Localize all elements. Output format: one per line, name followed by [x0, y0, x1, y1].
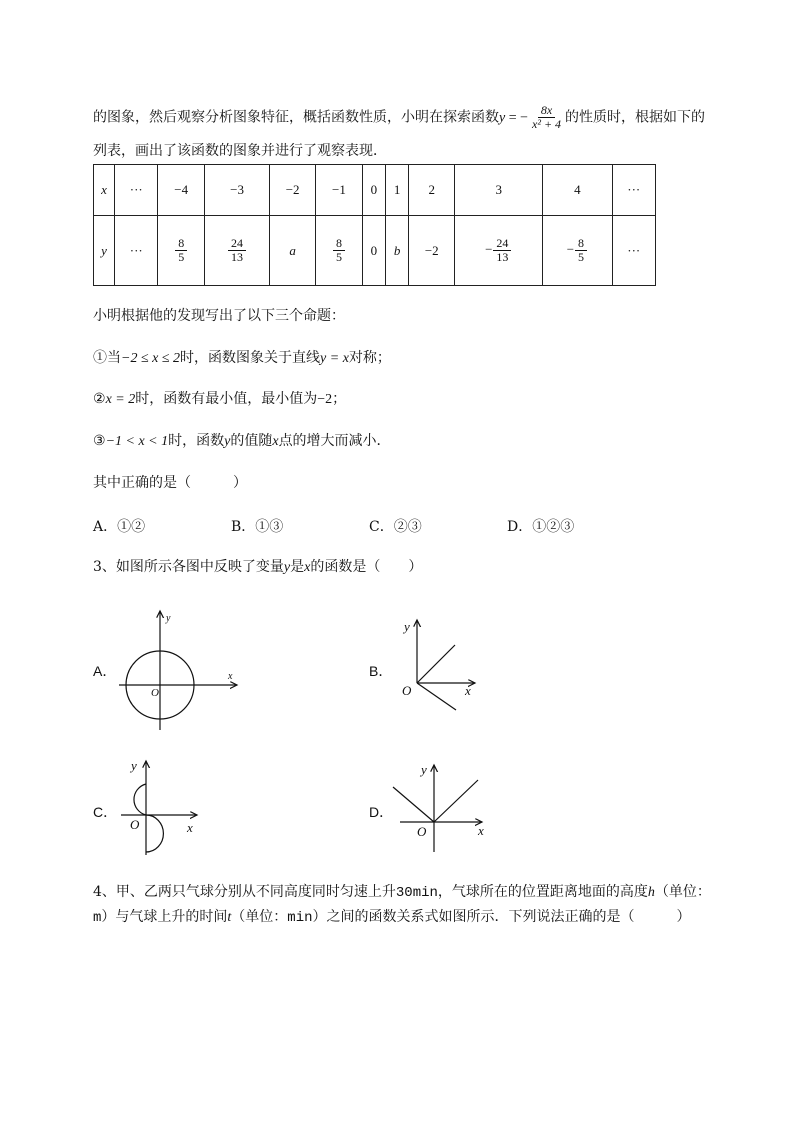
y-axis-label: y — [404, 619, 410, 634]
table-cell-x: 3 — [455, 165, 543, 216]
table-row-x — [94, 165, 656, 216]
statement-3: ③−1 < x < 1时，函数y的值随x点的增大而减小． — [93, 433, 391, 449]
table-cell-x: −1 — [316, 165, 363, 216]
lower-ray — [417, 683, 456, 710]
table-cell-y: $\frac{24}{13}$ — [204, 216, 269, 286]
option-c[interactable]: C．②③ — [369, 519, 422, 535]
table-cell-y: − $\frac{24}{13}$ — [455, 216, 543, 286]
table-ellipsis: ··· — [115, 165, 158, 216]
table-cell-y: 0 — [362, 216, 385, 286]
table-cell-y: − $\frac{8}{5}$ — [543, 216, 612, 286]
table-ellipsis: ··· — [115, 216, 158, 286]
table-cell-x: 2 — [409, 165, 455, 216]
right-ray — [434, 780, 478, 822]
figure-b-graph — [395, 615, 485, 715]
table-ellipsis: ··· — [612, 165, 655, 216]
left-ray — [393, 787, 434, 822]
table-cell-x: 4 — [543, 165, 612, 216]
intro-line-2: 列表，画出了该函数的图象并进行了观察表现． — [93, 143, 387, 159]
question-4-line-1: 4、甲、乙两只气球分别从不同高度同时匀速上升30min，气球所在的位置距离地面的高度h（单位： — [93, 884, 711, 901]
func-denominator: x² + 4 — [532, 117, 562, 131]
figure-a-graph — [115, 605, 245, 735]
origin-label: O — [417, 824, 427, 839]
x-axis-label: x — [228, 671, 233, 682]
y-axis-label: y — [131, 758, 137, 773]
figure-label-c[interactable]: C． — [93, 804, 118, 820]
statement-1: ①当−2 ≤ x ≤ 2时，函数图象关于直线y = x对称； — [93, 350, 391, 366]
option-b[interactable]: B．①③ — [231, 519, 284, 535]
statement-2: ②x = 2时，函数有最小值，最小值为−2； — [93, 391, 347, 407]
table-header-x: x — [94, 165, 115, 216]
table-ellipsis: ··· — [612, 216, 655, 286]
figure-label-b[interactable]: B． — [369, 663, 393, 679]
table-cell-y: b — [385, 216, 408, 286]
question-4-line-2: m）与气球上升的时间t（单位：min）之间的函数关系式如图所示．下列说法正确的是（ ） — [93, 909, 691, 926]
y-axis-label: y — [166, 613, 171, 624]
y-axis-label: y — [421, 762, 427, 777]
table-cell-x: −2 — [270, 165, 316, 216]
func-numerator: 8x — [538, 104, 555, 118]
table-cell-y: −2 — [409, 216, 455, 286]
figure-label-a[interactable]: A． — [93, 663, 117, 679]
intro-text-after: 的性质时，根据如下的 — [565, 109, 706, 126]
option-d[interactable]: D．①②③ — [507, 519, 575, 535]
upper-ray — [417, 645, 455, 683]
x-axis-label: x — [478, 823, 484, 838]
x-axis-label: x — [187, 820, 193, 835]
table-cell-x: −4 — [158, 165, 205, 216]
intro-text-before: 的图象，然后观察分析图象特征，概括函数性质，小明在探索函数 — [93, 109, 499, 126]
statements-lead: 小明根据他的发现写出了以下三个命题： — [93, 308, 345, 324]
origin-label: O — [151, 687, 159, 699]
intro-line-1 — [93, 104, 705, 131]
upper-left-semicircle — [134, 784, 146, 815]
option-a[interactable]: A．①② — [93, 519, 146, 535]
value-table — [93, 164, 656, 286]
origin-label: O — [402, 683, 412, 698]
table-cell-x: −3 — [204, 165, 269, 216]
table-cell-x: 0 — [362, 165, 385, 216]
func-fraction — [529, 104, 564, 131]
table-row-y — [94, 216, 656, 286]
figure-d-graph — [380, 755, 490, 860]
lower-right-semicircle — [146, 815, 163, 852]
table-cell-y: a — [270, 216, 316, 286]
table-cell-x: 1 — [385, 165, 408, 216]
func-y: y — [499, 110, 506, 126]
table-header-y: y — [94, 216, 115, 286]
figure-label-d[interactable]: D． — [369, 804, 394, 820]
func-eq: = − — [505, 110, 529, 126]
question-ask: 其中正确的是（ ） — [93, 475, 247, 491]
origin-label: O — [130, 817, 140, 832]
table-cell-y: $\frac{8}{5}$ — [316, 216, 363, 286]
table-cell-y: $\frac{8}{5}$ — [158, 216, 205, 286]
question-3: 3、如图所示各图中反映了变量y是x的函数是（ ） — [93, 559, 423, 575]
x-axis-label: x — [465, 683, 471, 698]
figure-c-graph — [115, 755, 205, 860]
